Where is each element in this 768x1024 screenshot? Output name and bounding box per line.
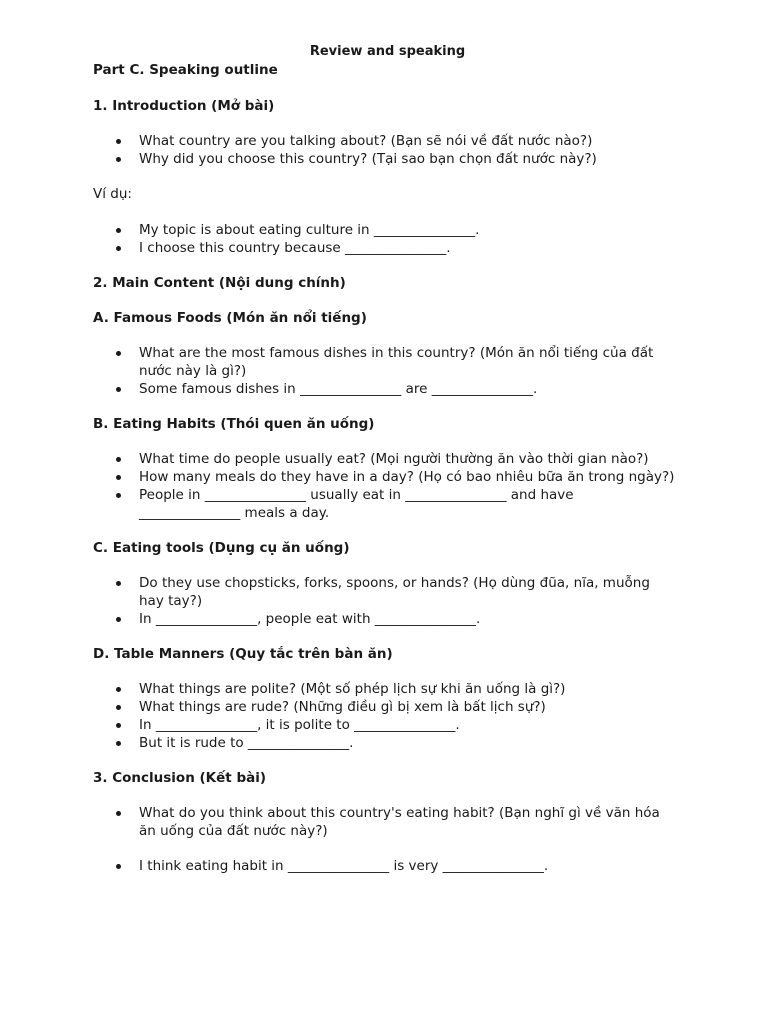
list-item: Some famous dishes in _______________ are _______________. [93,380,678,398]
list-item: What do you think about this country's eating habit? (Bạn nghĩ gì về văn hóa ăn uống của đất nước này?) [93,804,678,840]
introduction-questions-list [93,132,678,168]
table-manners-list [93,680,678,752]
conclusion-heading: 3. Conclusion (Kết bài) [93,770,267,786]
list-item: In _______________, people eat with _______________. [93,610,678,628]
list-item: People in _______________ usually eat in _______________ and have _______________ meals a day. [93,486,678,522]
eating-habits-heading: B. Eating Habits (Thói quen ăn uống) [93,416,375,432]
eating-tools-heading: C. Eating tools (Dụng cụ ăn uống) [93,540,350,556]
list-item: What country are you talking about? (Bạn sẽ nói về đất nước nào?) [93,132,678,150]
introduction-examples-list [93,221,678,257]
eating-tools-list [93,574,678,628]
document-title: Review and speaking [309,44,466,59]
list-item: But it is rude to _______________. [93,734,678,752]
list-item: What time do people usually eat? (Mọi người thường ăn vào thời gian nào?) [93,450,678,468]
list-item: In _______________, it is polite to _______________. [93,716,678,734]
list-item: My topic is about eating culture in _______________. [93,221,678,239]
part-heading: Part C. Speaking outline [93,62,278,78]
list-item: What things are rude? (Những điều gì bị xem là bất lịch sự?) [93,698,678,716]
famous-foods-heading: A. Famous Foods (Món ăn nổi tiếng) [93,310,367,326]
list-item: I choose this country because _______________. [93,239,678,257]
introduction-heading: 1. Introduction (Mở bài) [93,98,275,114]
main-content-heading: 2. Main Content (Nội dung chính) [93,275,346,291]
list-item: I think eating habit in _______________ is very _______________. [93,857,678,875]
list-item: What are the most famous dishes in this country? (Món ăn nổi tiếng của đất nước này là gì?) [93,344,678,380]
famous-foods-list [93,344,678,398]
list-item: Why did you choose this country? (Tại sao bạn chọn đất nước này?) [93,150,678,168]
list-item: What things are polite? (Một số phép lịch sự khi ăn uống là gì?) [93,680,678,698]
list-item: How many meals do they have in a day? (Họ có bao nhiêu bữa ăn trong ngày?) [93,468,678,486]
example-label: Ví dụ: [93,186,132,202]
list-item: Do they use chopsticks, forks, spoons, or hands? (Họ dùng đũa, nĩa, muỗng hay tay?) [93,574,678,610]
eating-habits-list [93,450,678,522]
table-manners-heading: D. Table Manners (Quy tắc trên bàn ăn) [93,646,393,662]
conclusion-list [93,804,678,875]
